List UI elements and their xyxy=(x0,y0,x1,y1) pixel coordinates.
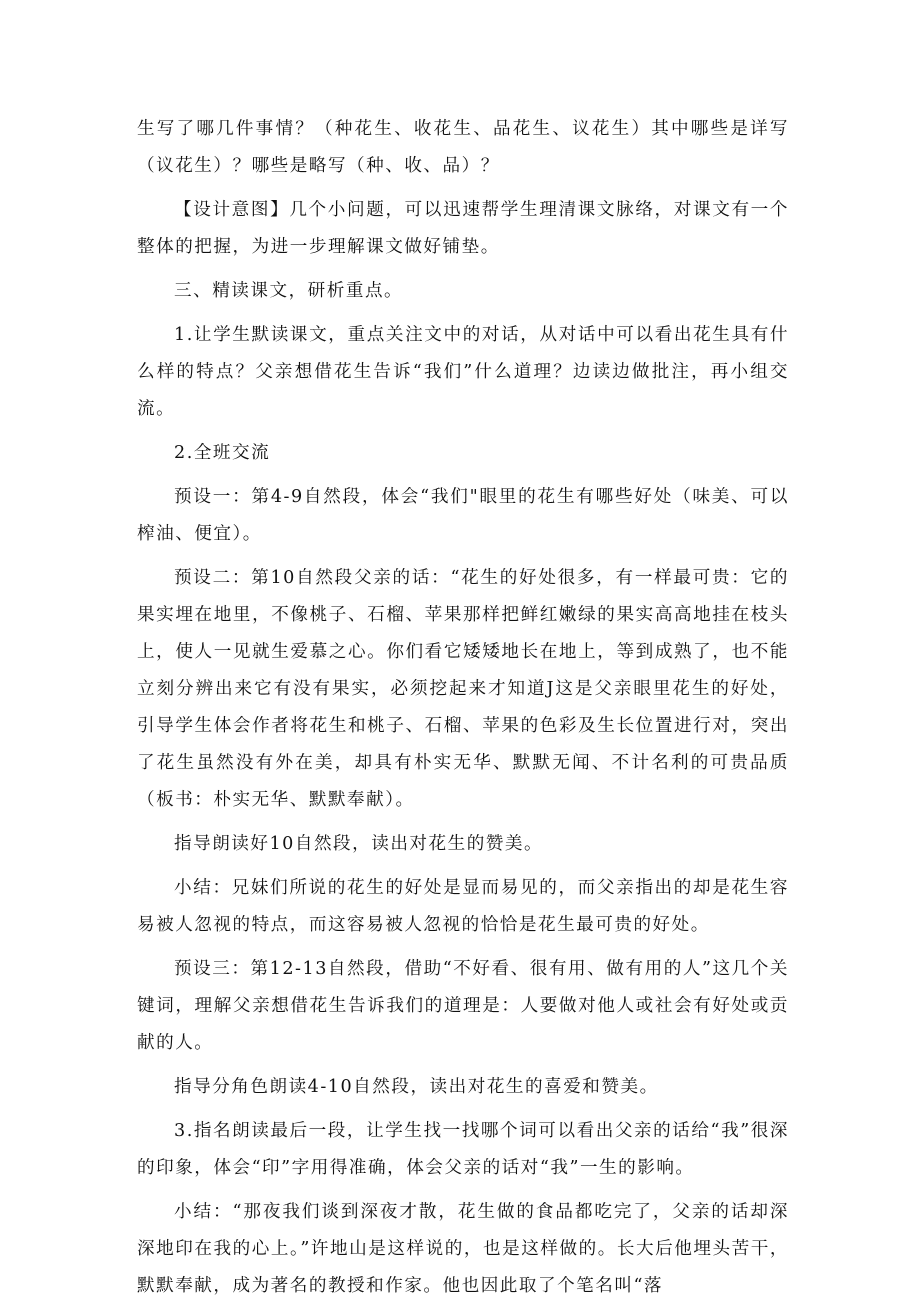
paragraph-1: 生写了哪几件事情？（种花生、收花生、品花生、议花生）其中哪些是详写（议花生）？哪些是略写（种、收、品）？ xyxy=(137,119,789,176)
paragraph-step-1: 1.让学生默读课文，重点关注文中的对话，从对话中可以看出花生具有什么样的特点？父亲想借花生告诉“我们”什么道理？边读边做批注，再小组交流。 xyxy=(137,325,789,419)
paragraph-reading-guide-1: 指导朗读好10自然段，读出对花生的赞美。 xyxy=(174,834,544,854)
paragraph-design-intent: 【设计意图】几个小问题，可以迅速帮学生理清课文脉络，对课文有一个整体的把握，为进一步理解课文做好铺垫。 xyxy=(137,200,789,257)
document-body xyxy=(137,111,789,1312)
paragraph-step-2: 2.全班交流 xyxy=(174,443,271,463)
paragraph-summary-2: 小结：“那夜我们谈到深夜才散，花生做的食品都吃完了，父亲的话却深深地印在我的心上。”许地山是这样说的，也是这样做的。长大后他埋头苦干，默默奉献，成为著名的教授和作家。他也因此取了个笔名叫“落 xyxy=(137,1202,789,1296)
section-heading-3: 三、精读课文，研析重点。 xyxy=(174,281,404,301)
paragraph-summary-1: 小结：兄妹们所说的花生的好处是显而易见的，而父亲指出的却是花生容易被人忽视的特点，而这容易被人忽视的恰恰是花生最可贵的好处。 xyxy=(137,878,789,935)
paragraph-preset-2: 预设二：第10自然段父亲的话：“花生的好处很多，有一样最可贵：它的果实埋在地里，不像桃子、石榴、苹果那样把鲜红嫩绿的果实高高地挂在枝头上，使人一见就生爱慕之心。你们看它矮矮地长在地上，等到成熟了，也不能立刻分辨出来它有没有果实，必须挖起来才知道J这是父亲眼里花生的好处，引导学生体会作者将花生和桃子、石榴、苹果的色彩及生长位置进行对，突出了花生虽然没有外在美，却具有朴实无华、默默无闻、不计名利的可贵品质（板书：朴实无华、默默奉献）。 xyxy=(137,568,789,810)
paragraph-step-3: 3.指名朗读最后一段，让学生找一找哪个词可以看出父亲的话给“我”很深的印象，体会“印”字用得准确，体会父亲的话对“我”一生的影响。 xyxy=(137,1121,789,1178)
paragraph-preset-1: 预设一：第4-9自然段，体会“我们"眼里的花生有哪些好处（味美、可以榨油、便宜）。 xyxy=(137,487,789,544)
paragraph-preset-3: 预设三：第12-13自然段，借助“不好看、很有用、做有用的人”这几个关键词，理解父亲想借花生告诉我们的道理是：人要做对他人或社会有好处或贡献的人。 xyxy=(137,959,789,1053)
paragraph-reading-guide-2: 指导分角色朗读4-10自然段，读出对花生的喜爱和赞美。 xyxy=(174,1077,659,1097)
